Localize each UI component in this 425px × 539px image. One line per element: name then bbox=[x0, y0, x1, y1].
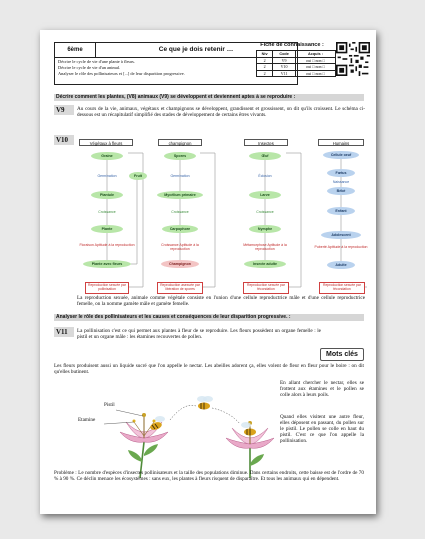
process-label: Puberté Aptitude à la reproduction bbox=[314, 245, 368, 249]
objective-3: Analyser le rôle des pollinisateurs et [...] de leur disparition progressive. bbox=[58, 71, 185, 76]
life-cycle-diagram bbox=[77, 139, 367, 314]
col-niv: Niv bbox=[257, 51, 273, 58]
cell-niv: 2 bbox=[257, 70, 273, 77]
stage-node: Fruit bbox=[129, 172, 147, 180]
column-header: Végétaux à fleurs bbox=[79, 139, 133, 146]
stage-node: Spores bbox=[164, 152, 196, 160]
reproduction-box: Reproduction sexuée par fécondation bbox=[243, 282, 289, 294]
col-code: Code bbox=[273, 51, 296, 58]
right-text-1: En allant chercher le nectar, elles se frottent aux étamines et le pollen se colle alors à leurs poils. bbox=[280, 380, 364, 398]
cell-acquis[interactable]: oui □ non □ bbox=[296, 70, 336, 77]
stage-node: Carpophore bbox=[162, 225, 198, 233]
stage-node: Œuf bbox=[249, 152, 281, 160]
stage-node: Bébé bbox=[327, 187, 355, 195]
label-etamine: Etamine bbox=[78, 417, 96, 423]
stage-node: Adolescent bbox=[321, 231, 361, 239]
stage-node: Plante avec fleurs bbox=[83, 260, 131, 268]
v9-text: Au cours de la vie, animaux, végétaux et champignons se développent, grandissent et grossissent, on dit qu'ils croissent. Le schéma ci-dessous est un récapitulatif simplifié des stades de développement de certains êtres vivants. bbox=[77, 106, 365, 118]
process-label: Métamorphose Aptitude à la reproduction bbox=[243, 243, 287, 251]
stage-node: Enfant bbox=[327, 207, 355, 215]
process-label: Éclosion bbox=[258, 174, 272, 178]
level-label: 6ème bbox=[55, 43, 96, 58]
column-header: Humains bbox=[318, 139, 364, 146]
stage-node: Nymphe bbox=[249, 225, 281, 233]
stage-node: Cellule oeuf bbox=[323, 151, 359, 159]
stage-node: Insecte adulte bbox=[244, 260, 286, 268]
cell-acquis[interactable]: oui □ non □ bbox=[296, 64, 336, 71]
mots-cles-badge: Mots clés bbox=[320, 348, 364, 361]
stage-node: Fœtus bbox=[327, 169, 355, 177]
stage-node: Champignon bbox=[161, 260, 199, 268]
col-acquis: Acquis : bbox=[296, 51, 336, 58]
document-page bbox=[40, 30, 376, 514]
cell-niv: 2 bbox=[257, 57, 273, 64]
fiche-table bbox=[256, 50, 336, 77]
section-2-title: Analyser le rôle des pollinisateurs et les causes et conséquences de leur disparition progressive. : bbox=[54, 314, 364, 321]
process-label: Croissance bbox=[171, 210, 189, 214]
reproduction-text: La reproduction sexuée, animale comme végétale consiste en l'union d'une cellule reproductrice mâle et d'une cellule reproductrice femelle, on la nomme gamète mâle et gamète femelle. bbox=[77, 295, 365, 307]
v11-badge: V11 bbox=[54, 327, 74, 337]
reproduction-box: Reproduction sexuée par pollinisation bbox=[85, 282, 129, 294]
label-pistil: Pistil bbox=[104, 402, 115, 408]
process-label: Germination bbox=[97, 174, 117, 178]
cell-code: V10 bbox=[273, 64, 296, 71]
column-header: champignon bbox=[158, 139, 202, 146]
stage-node: Mycélium primaire bbox=[157, 191, 203, 199]
v10-badge: V10 bbox=[54, 135, 74, 145]
process-label: Croissance Aptitude à la reproduction bbox=[161, 243, 199, 251]
column-header: Insectes bbox=[244, 139, 288, 146]
page-title: Ce que je dois retenir … bbox=[95, 43, 297, 58]
cell-code: V9 bbox=[273, 57, 296, 64]
stage-node: Plantule bbox=[91, 191, 123, 199]
qr-code-icon[interactable] bbox=[336, 42, 370, 76]
stage-node: Graine bbox=[91, 152, 123, 160]
process-label: Naissance bbox=[332, 180, 350, 184]
reproduction-box: Reproduction sexuée par fécondation bbox=[319, 282, 365, 294]
nectar-text: Les fleurs produisent aussi un liquide sucré que l'on appelle le nectar. Les abeilles adorent ça, elles volent de fleur en fleur pour le boire : on dit qu'elles butinent. bbox=[54, 363, 364, 375]
stage-node: Larve bbox=[249, 191, 281, 199]
fiche-title: Fiche de connaissance : bbox=[260, 42, 324, 48]
process-label: Floraison Aptitude à la reproduction bbox=[79, 243, 135, 247]
cell-code: V11 bbox=[273, 70, 296, 77]
pollination-text: La pollinisation c'est ce qui permet aux plantes à fleur de se reproduire. Les fleurs possèdent un organe femelle : le pistil et un organe mâle : les étamines recouvertes de pollen. bbox=[77, 328, 321, 340]
v9-badge: V9 bbox=[54, 105, 74, 115]
cell-acquis[interactable]: oui □ non □ bbox=[296, 57, 336, 64]
process-label: Germination bbox=[170, 174, 190, 178]
stage-node: Adulte bbox=[327, 261, 355, 269]
stage-node: Plante bbox=[91, 225, 123, 233]
cell-niv: 2 bbox=[257, 64, 273, 71]
section-1-title: Décrire comment les plantes, (V8) animaux (V9) se développent et deviennent aptes à se reproduire : bbox=[54, 94, 364, 101]
objective-1: Décrire le cycle de vie d'une plante à fleurs. bbox=[58, 59, 135, 64]
fiche-row bbox=[257, 70, 336, 77]
objective-2: Décrire le cycle de vie d'un animal. bbox=[58, 65, 121, 70]
reproduction-box: Reproduction asexuée par libération de spores bbox=[157, 282, 203, 294]
process-label: Croissance bbox=[256, 210, 274, 214]
process-label: Croissance bbox=[98, 210, 116, 214]
probleme-text: Problème : Le nombre d'espèces d'insectes pollinisateurs et la taille des populations diminue. Dans certains endroits, cette baisse est de l'ordre de 70 % à 90 %. Ce déclin menace les écosystèmes : sans eux, les plantes à fleurs risquent de disparaître. Et tous les animaux qui en dépendent. bbox=[54, 470, 364, 482]
right-text-2: Quand elles visitent une autre fleur, elles déposent en passant, du pollen sur le pistil. Le pollen se colle en haut du pistil. C'est ce que l'on appelle la pollinisation. bbox=[280, 414, 364, 444]
pollination-illustration bbox=[100, 392, 280, 480]
